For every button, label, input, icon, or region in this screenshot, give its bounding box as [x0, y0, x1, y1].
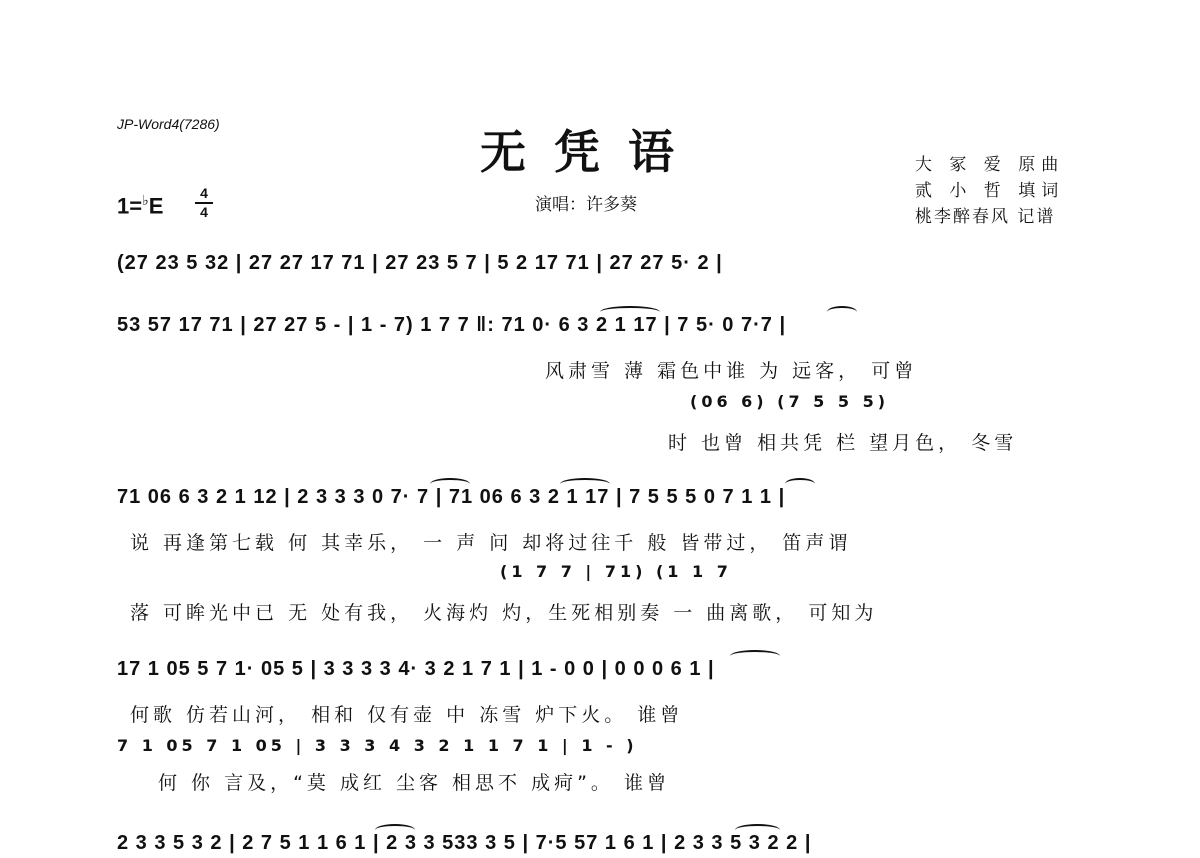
staff-notes: (27 23 5 32 | 27 27 17 71 | 27 23 5 7 | 5 2 17 71 | 27 27 5· 2 | [117, 252, 723, 274]
alt-notes: (1 7 7 | 71) (1 1 7 [500, 562, 732, 581]
staff-notes: 71 06 6 3 2 1 12 | 2 3 3 3 0 7· 7 | 71 06 6 3 2 1 17 | 7 5 5 5 0 7 1 1 | [117, 486, 786, 508]
time-top: 4 [200, 185, 208, 201]
credit-composer: 大 冢 爱 原曲 [915, 155, 1065, 175]
key-note: E [148, 193, 164, 219]
staff-4 [117, 654, 1092, 684]
time-bottom: 4 [200, 204, 208, 220]
staff-notes: 2 3 3 5 3 2 | 2 7 5 1 1 6 1 | 2 3 3 533 3 5 | 7·5 57 1 6 1 | 2 3 3 5 3 2 2 | [117, 832, 812, 854]
slur-mark [600, 306, 660, 318]
lyric-line: 风肃雪 薄 霜色中谁 为 远客， 可曾 [545, 360, 918, 382]
slur-mark [827, 306, 857, 318]
lyric-line: 何 你 言及，“莫 成红 尘客 相思不 成疴”。 谁曾 [158, 772, 670, 794]
staff-notes: 17 1 05 5 7 1· 05 5 | 3 3 3 3 4· 3 2 1 7 1 | 1 - 0 0 | 0 0 0 6 1 | [117, 658, 715, 680]
watermark-text: JP-Word4(7286) [117, 116, 220, 132]
singer-credit: 演唱：许多葵 [535, 195, 637, 215]
key-signature [117, 192, 163, 219]
staff-5 [117, 828, 1092, 858]
alt-notes: 7 1 05 7 1 05 | 3 3 3 4 3 2 1 1 7 1 | 1 - ) [117, 736, 638, 755]
key-prefix: 1= [117, 193, 143, 219]
alt-notes: (06 6) (7 5 5 5) [690, 392, 890, 411]
time-signature [195, 186, 213, 220]
lyric-line: 何歌 仿若山河， 相和 仅有壶 中 冻雪 炉下火。 谁曾 [130, 704, 684, 726]
slur-mark [730, 650, 780, 662]
slur-mark [560, 478, 610, 490]
slur-mark [735, 824, 780, 836]
staff-1 [117, 248, 1092, 278]
lyric-line: 落 可眸光中已 无 处有我， 火海灼 灼，生死相别奏 一 曲离歌， 可知为 [130, 602, 878, 624]
credit-lyricist: 贰 小 哲 填词 [915, 181, 1065, 201]
lyric-line: 说 再逢第七载 何 其幸乐， 一 声 问 却将过往千 般 皆带过， 笛声谓 [130, 532, 852, 554]
flat-icon: ♭ [142, 192, 149, 208]
page-title: 无凭语 [480, 125, 702, 179]
slur-mark [375, 824, 415, 836]
staff-notes: 53 57 17 71 | 27 27 5 - | 1 - 7) 1 7 7 ‖: 71 0· 6 3 2 1 17 | 7 5· 0 7·7 | [117, 314, 787, 336]
lyric-line: 时 也曾 相共凭 栏 望月色， 冬雪 [668, 432, 1018, 454]
slur-mark [430, 478, 470, 490]
credit-transcriber: 桃李醉春风 记谱 [915, 207, 1056, 227]
slur-mark [785, 478, 815, 490]
